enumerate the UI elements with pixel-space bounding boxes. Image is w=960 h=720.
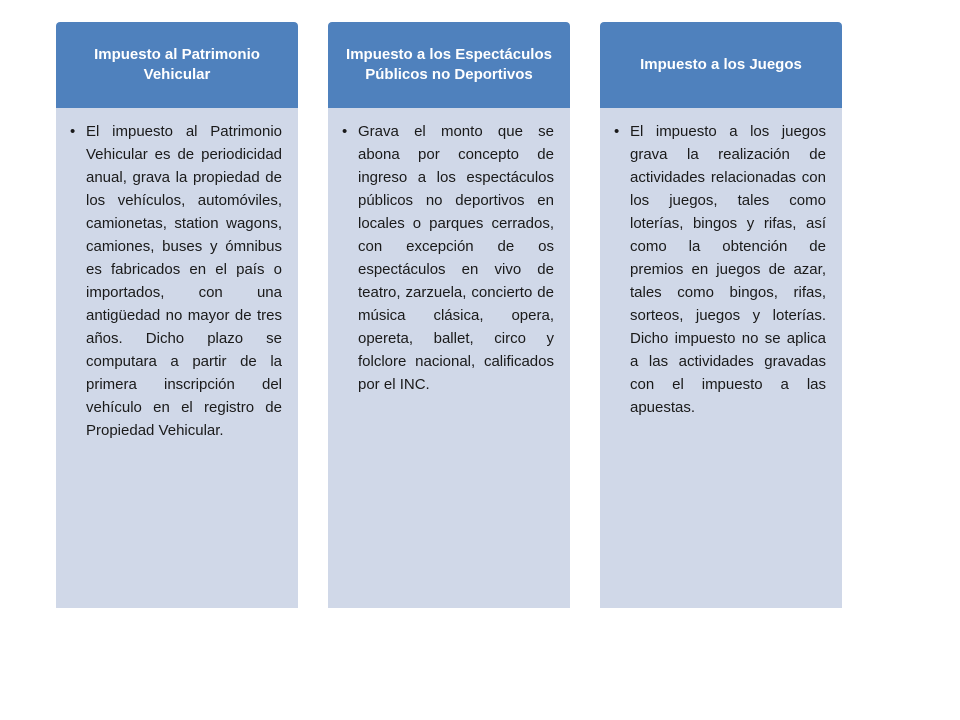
- column-header: [56, 22, 298, 108]
- column-body: [328, 108, 570, 608]
- column-body: [600, 108, 842, 608]
- bullet-icon: •: [614, 123, 620, 140]
- column-title: Impuesto al Patrimonio Vehicular: [94, 46, 260, 83]
- bullet-item: [70, 120, 282, 442]
- column-title: Impuesto a los Espectáculos Públicos no Deportivos: [346, 46, 552, 83]
- column-juegos: [600, 22, 842, 608]
- column-patrimonio-vehicular: [56, 22, 298, 608]
- bullet-item: [614, 120, 826, 419]
- column-header: [328, 22, 570, 108]
- column-espectaculos-publicos: [328, 22, 570, 608]
- bullet-icon: •: [342, 123, 348, 140]
- column-title: Impuesto a los Juegos: [640, 56, 802, 73]
- bullet-item: [342, 120, 554, 396]
- bullet-text: El impuesto a los juegos grava la realización de actividades relacionadas con los juegos, tales como loterías, bingos y rifas, así como la obtención de premios en juegos de azar, tales como bingos, rifas, sorteos, juegos y loterías. Dicho impuesto no se aplica a las actividades gravadas con el impuesto a las apuestas.: [630, 123, 826, 416]
- bullet-icon: •: [70, 123, 76, 140]
- bullet-text: El impuesto al Patrimonio Vehicular es de periodicidad anual, grava la propiedad de los vehículos, automóviles, camionetas, station wagons, camiones, buses y ómnibus es fabricados en el país o importados, con una antigüedad no mayor de tres años. Dicho plazo se computara a partir de la primera inscripción del vehículo en el registro de Propiedad Vehicular.: [86, 123, 282, 439]
- bullet-text: Grava el monto que se abona por concepto de ingreso a los espectáculos públicos no deportivos en locales o parques cerrados, con excepción de os espectáculos en vivo de teatro, zarzuela, concierto de música clásica, opera, opereta, ballet, circo y folclore nacional, calificados por el INC.: [358, 123, 554, 393]
- column-body: [56, 108, 298, 608]
- column-header: [600, 22, 842, 108]
